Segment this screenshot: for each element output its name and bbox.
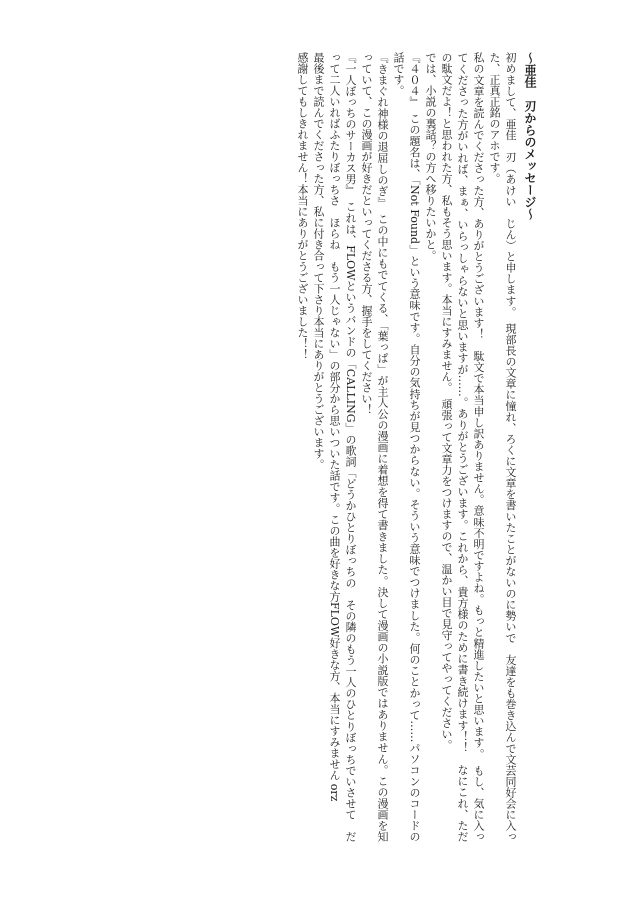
paragraph-closing-thanks: 最後まで読んでくださった方、私に付き合って下さり本当にありがとうございます。 bbox=[312, 52, 325, 470]
paragraph-circus-man: 『一人ぼっちのサーカス男』 これは、FLOWというバンドの「CALLING」の歌詞「どうかひとりぼっちの その隣のもう一人のひとりぼっちでいさせて だって二人いればふたりぼっちさ ほらね もう一人じゃない」の部分から思いついた話です。この曲を好きな方FLOW好きな方、本当にすみません orz bbox=[328, 52, 357, 842]
paragraph-final-gratitude: 感謝してもしきれません！本当にありがとうございました！！ bbox=[296, 52, 309, 360]
paragraph-kimagure-kamisama: 『きまぐれ神様の退屈しのぎ』 この中にもでてくる、「葉っぱ」が主人公の漫画に着想を得て書きました。決して漫画の小説版ではありません。この漫画を知っていて、この漫画が好きだといってくださる方、握手をしてください！ bbox=[360, 52, 389, 843]
paragraph-backstory-intro: では、小説の裏話？の方へ移りたいかと。 bbox=[424, 52, 437, 261]
message-title: 〜亜佳 刃からのメッセージ〜 bbox=[523, 52, 537, 220]
message-text-block bbox=[294, 52, 538, 842]
paragraph-thanks-readers: 私の文章を読んでくださった方、ありがとうございます！ 駄文で本当申し訳ありません。意味不明ですよね。もっと精進したいと思います。 もし、気に入ってくださった方がいれば、まぁ、いらっしゃらないと思いますが……。ありがとうございます。これから、貴方様のために書き続けます！！ なにこれ、ただの駄文だよ！と思われた方、私もそう思います。本当にすみません。 頑張って文章力をつけますので、温かい目で見守ってやってください。 bbox=[440, 52, 485, 843]
paragraph-404: 『４０４』 この題名は、「Not Found」という意味です。自分の気持ちが見つからない。そういう意味でつけました。何のことかって……パソコンのコードの話です。 bbox=[392, 52, 421, 842]
paragraph-introduction: 初めまして、亜佳 刃（あけい じん）と申します。 現部長の文章に憧れ、ろくに文章を書いたことがないのに勢いで 友達をも巻き込んで文芸同好会に入った、正真正銘のアホです。 bbox=[488, 52, 517, 843]
